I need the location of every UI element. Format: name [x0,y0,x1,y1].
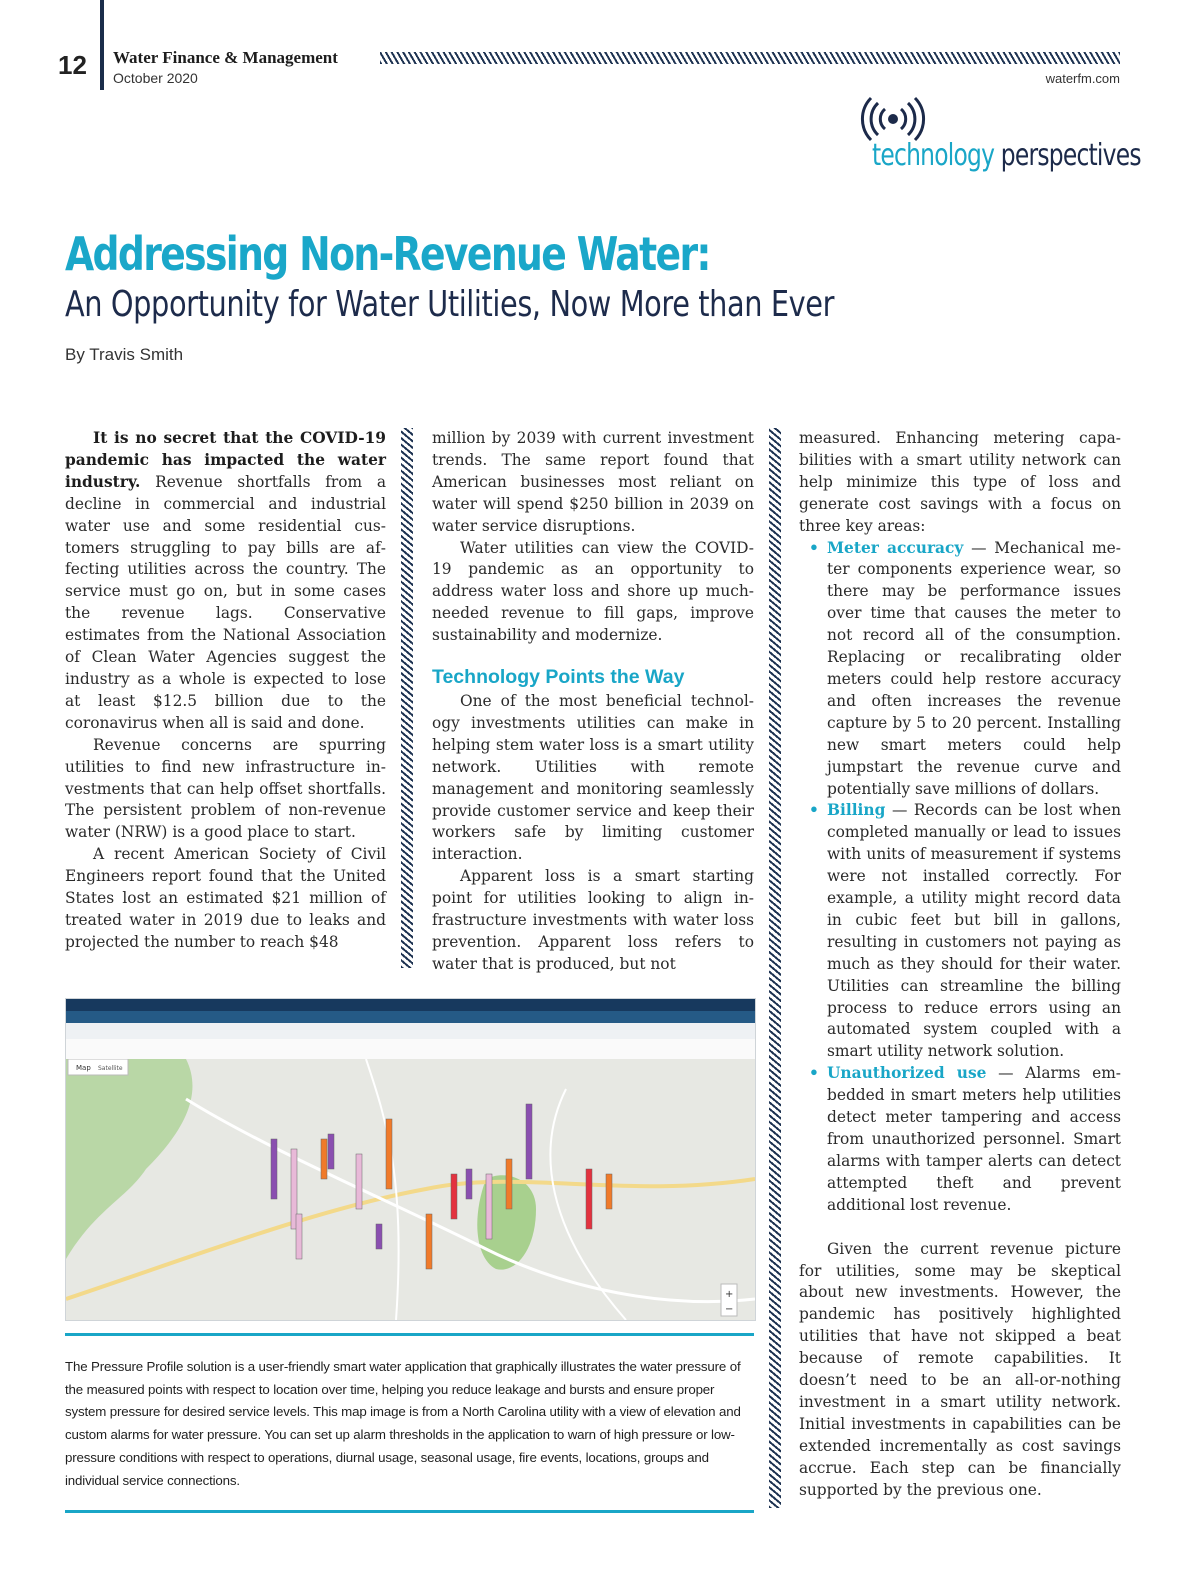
header-rule [100,0,104,90]
bullet-term: Billing [827,801,886,820]
pressure-bar[interactable] [526,1104,532,1179]
zoom-in-button[interactable]: + [725,1289,734,1300]
website-link[interactable]: waterfm.com [1045,71,1120,86]
map-view [66,1059,755,1320]
section-heading: Technology Points the Way [432,666,685,689]
paragraph [65,428,386,735]
paragraph: million by 2039 with current investment trends. The same report found that American businesses most reliant on water will spend $250 billion in 2039 on water service disruptions. [432,429,754,535]
pressure-bar[interactable] [606,1174,612,1209]
logo-word-perspectives: perspectives [1000,138,1141,173]
pressure-bar[interactable] [586,1169,592,1229]
bullet-term: Meter accuracy [827,538,964,557]
pressure-bar[interactable] [386,1119,392,1189]
paragraph: Given the current revenue picture for utilities, some may be skeptical about new investments. However, the pandemic has positively highlighted utilities that have not skipped a beat because of remote capabilities. It doesn’t need to be an all-or-nothing investment in a smart utility network. Initial investments in capabilities can be extended incrementally as cost savings accrue. Each step can be financially supported by the previous one. [799,1239,1121,1499]
article-headline: Addressing Non-Revenue Water: [65,227,710,281]
pressure-bar[interactable] [451,1174,457,1219]
pressure-bar[interactable] [486,1174,492,1239]
paragraph: One of the most beneficial technology investments utilities can make in helping stem water loss is a smart utility network. Utilities with remote management and monitoring seamlessly provide customer service and keep their workers safe by limiting customer interaction. [432,691,754,864]
paragraph-text: Revenue shortfalls from a decline in commercial and industrial water use and some residential customers struggling to pay bills are affecting utilities across the country. The service must go on, but in some cases the revenue lags. Conservative estimates from the National Association of Clean Water Agencies suggest the industry as a whole is expected to lose at least $12.5 billion due to the coronavirus when all is said and done. [65,472,386,732]
map-tab[interactable]: Map [76,1064,91,1072]
article-column-2 [432,428,754,976]
pressure-bar[interactable] [321,1139,327,1179]
bullet-text: — Records can be lost when completed manually or lead to issues with units of measurement if systems were not installed correctly. For example, a utility might record data in cubic feet but bill in gallons, resulting in customers not paying as much as they should for their water. Utilities can streamline the billing process to reduce errors using an automated system coupled with a smart utility network solution. [827,801,1121,1061]
page-number: 12 [58,50,87,80]
lead-sentence: It is no secret that the COVID-19 pandemic has impacted the water industry. [65,429,386,491]
caption-rule [65,1510,754,1513]
list-item [809,1063,1121,1216]
bullet-icon: • [809,801,819,820]
paragraph: Apparent loss is a smart starting point for utilities looking to align infrastructure investments with water loss prevention. Apparent loss refers to water that is produced, but not [432,867,754,973]
app-toolbar [66,1023,755,1040]
logo-word-technology: technology [872,138,995,173]
pressure-bar[interactable] [296,1214,302,1259]
header-hatch-divider [380,52,1120,64]
zoom-out-button[interactable]: − [725,1304,734,1315]
bullet-icon: • [809,538,819,557]
section-logo [872,138,1141,173]
article-column-1 [65,428,386,954]
legend-bar [66,1039,755,1060]
bullet-text: — Mechanical meter components experience wear, so there may be performance issues over time that causes the meter to not record all of the consumption. Replacing or recalibrating older meters could help restore accuracy and often increases the revenue capture by 5 to 20 percent. Installing new smart meters could help jumpstart the revenue curve and potentially save millions of dollars. [827,538,1121,798]
issue-date: October 2020 [113,70,198,86]
pressure-bar[interactable] [376,1224,382,1249]
pressure-profile-screenshot [65,998,756,1321]
paragraph: Water utilities can view the COVID-19 pandemic as an opportunity to address water loss and shore up much-needed revenue to fill gaps, improve sustainability and modernize. [432,538,754,645]
pressure-bar[interactable] [466,1169,472,1199]
pressure-bar[interactable] [426,1214,432,1269]
list-item [809,538,1121,801]
column-divider-hatch [769,428,781,1508]
article-subhead: An Opportunity for Water Utilities, Now More than Ever [65,284,835,325]
article-column-3 [799,428,1121,1502]
article-byline: By Travis Smith [65,345,184,364]
caption-rule [65,1333,754,1336]
app-nav-bar [66,1011,755,1023]
paragraph: measured. Enhancing metering capabilities with a smart utility network can help minimize this type of loss and generate cost savings with a focus on three key areas: [799,429,1121,535]
satellite-tab[interactable]: Satellite [98,1065,123,1072]
pressure-bar[interactable] [356,1154,362,1209]
bullet-icon: • [809,1064,819,1083]
key-areas-list [799,538,1121,1217]
pressure-bar[interactable] [328,1134,334,1169]
figure-caption: The Pressure Profile solution is a user-friendly smart water application that graphically illustrates the water pressure of the measured points with respect to location over time, helping you reduce leakage and bursts and ensure proper system pressure for desired service levels. This map image is from a North Carolina utility with a view of elevation and custom alarms for water pressure. You can set up alarm thresholds in the application to warn of high pressure or low-pressure conditions with respect to operations, diurnal usage, seasonal usage, fire events, locations, groups and individual service connections. [65,1359,741,1488]
publication-title: Water Finance & Management [113,48,338,67]
bullet-text: — Alarms embedded in smart meters help utilities detect meter tampering and access from unauthorized personnel. Smart alarms with tamper alerts can detect attempted theft and prevent additional lost revenue. [827,1064,1121,1214]
column-divider-hatch [401,428,413,968]
paragraph: Revenue concerns are spurring utilities to find new infrastructure investments that can help offset shortfalls. The persistent problem of non-revenue water (NRW) is a good place to start. [65,735,386,842]
app-title-bar [66,999,755,1011]
list-item [809,800,1121,1063]
broadcast-tower-icon [858,95,928,143]
pressure-bar[interactable] [271,1139,277,1199]
pressure-bar[interactable] [506,1159,512,1209]
bullet-term: Unauthorized use [827,1064,987,1083]
paragraph: A recent American Society of Civil Engineers report found that the United States lost an estimated $21 million of treated water in 2019 due to leaks and projected the number to reach $48 [65,845,386,951]
